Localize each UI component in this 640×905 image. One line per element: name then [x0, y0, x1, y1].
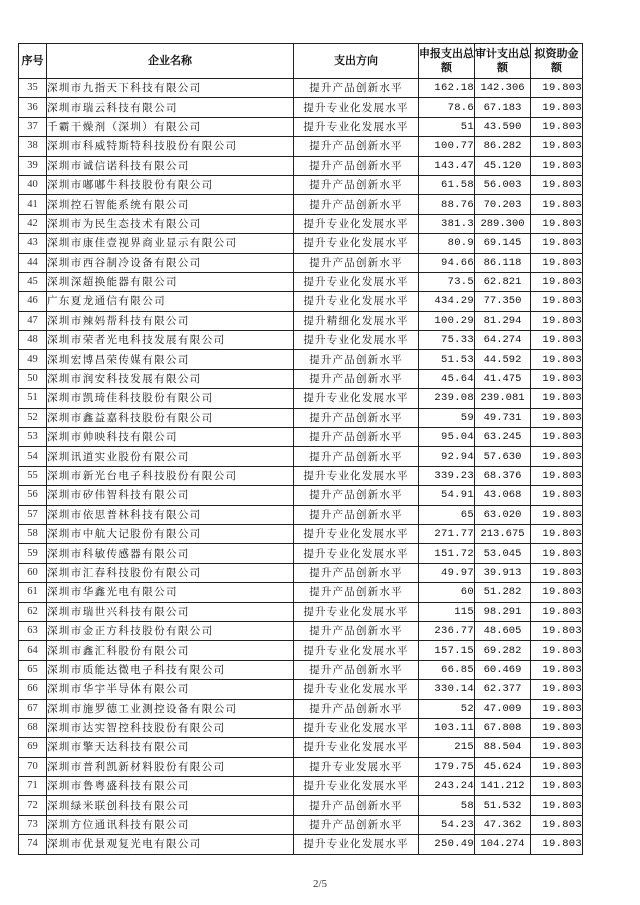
proposed-grant: 19.803 [531, 272, 583, 291]
declared-total: 381.3 [419, 214, 475, 233]
row-number: 66 [19, 680, 47, 699]
expense-direction: 提升产品创新水平 [294, 137, 419, 156]
declared-total: 75.33 [419, 331, 475, 350]
row-number: 35 [19, 79, 47, 98]
table-row [19, 350, 583, 369]
declared-total: 239.08 [419, 389, 475, 408]
expense-direction: 提升产品创新水平 [294, 408, 419, 427]
declared-total: 54.91 [419, 486, 475, 505]
audited-total: 88.504 [475, 738, 531, 757]
proposed-grant: 19.803 [531, 447, 583, 466]
row-number: 47 [19, 311, 47, 330]
row-number: 70 [19, 757, 47, 776]
audited-total: 60.469 [475, 660, 531, 679]
proposed-grant: 19.803 [531, 486, 583, 505]
company-name: 深圳市中航大记股份有限公司 [47, 524, 294, 543]
expense-direction: 提升专业化发展水平 [294, 544, 419, 563]
table-row [19, 738, 583, 757]
company-name: 深圳市科威特斯特科技股份有限公司 [47, 137, 294, 156]
expense-direction: 提升产品创新水平 [294, 815, 419, 834]
audited-total: 53.045 [475, 544, 531, 563]
company-name: 深圳市鲁粤盛科技有限公司 [47, 777, 294, 796]
audited-total: 81.294 [475, 311, 531, 330]
declared-total: 215 [419, 738, 475, 757]
declared-total: 51.53 [419, 350, 475, 369]
company-name: 深圳市西谷制冷设备有限公司 [47, 253, 294, 272]
declared-total: 243.24 [419, 777, 475, 796]
funding-table [18, 43, 583, 855]
proposed-grant: 19.803 [531, 680, 583, 699]
row-number: 56 [19, 486, 47, 505]
expense-direction: 提升专业化发展水平 [294, 738, 419, 757]
table-row [19, 292, 583, 311]
header-proposed-grant: 拟资助金额 [531, 44, 583, 79]
audited-total: 63.245 [475, 428, 531, 447]
table-row [19, 428, 583, 447]
table-row [19, 757, 583, 776]
row-number: 55 [19, 466, 47, 485]
row-number: 48 [19, 331, 47, 350]
row-number: 65 [19, 660, 47, 679]
table-row [19, 524, 583, 543]
declared-total: 92.94 [419, 447, 475, 466]
table-row [19, 486, 583, 505]
declared-total: 103.11 [419, 718, 475, 737]
declared-total: 179.75 [419, 757, 475, 776]
proposed-grant: 19.803 [531, 79, 583, 98]
declared-total: 65 [419, 505, 475, 524]
table-row [19, 311, 583, 330]
company-name: 深圳绿米联创科技有限公司 [47, 796, 294, 815]
audited-total: 289.300 [475, 214, 531, 233]
audited-total: 104.274 [475, 835, 531, 854]
company-name: 深圳市荣者光电科技发展有限公司 [47, 331, 294, 350]
company-name: 深圳市科敏传感器有限公司 [47, 544, 294, 563]
table-row [19, 680, 583, 699]
audited-total: 51.282 [475, 583, 531, 602]
expense-direction: 提升产品创新水平 [294, 79, 419, 98]
row-number: 57 [19, 505, 47, 524]
expense-direction: 提升产品创新水平 [294, 350, 419, 369]
company-name: 深圳市华鑫光电有限公司 [47, 583, 294, 602]
audited-total: 213.675 [475, 524, 531, 543]
company-name: 深圳市擎天达科技有限公司 [47, 738, 294, 757]
company-name: 深圳市依思普林科技有限公司 [47, 505, 294, 524]
proposed-grant: 19.803 [531, 234, 583, 253]
table-row [19, 815, 583, 834]
table-row [19, 718, 583, 737]
table-body [19, 79, 583, 855]
company-name: 深圳深超换能器有限公司 [47, 272, 294, 291]
audited-total: 141.212 [475, 777, 531, 796]
declared-total: 60 [419, 583, 475, 602]
table-row [19, 331, 583, 350]
expense-direction: 提升专业化发展水平 [294, 777, 419, 796]
table-row [19, 777, 583, 796]
declared-total: 51 [419, 117, 475, 136]
proposed-grant: 19.803 [531, 369, 583, 388]
company-name: 深圳市鑫益嘉科技股份有限公司 [47, 408, 294, 427]
row-number: 63 [19, 621, 47, 640]
row-number: 67 [19, 699, 47, 718]
row-number: 69 [19, 738, 47, 757]
declared-total: 61.58 [419, 175, 475, 194]
declared-total: 45.64 [419, 369, 475, 388]
row-number: 49 [19, 350, 47, 369]
audited-total: 39.913 [475, 563, 531, 582]
page-number: 2/5 [312, 878, 328, 890]
proposed-grant: 19.803 [531, 757, 583, 776]
company-name: 深圳讯道实业股份有限公司 [47, 447, 294, 466]
proposed-grant: 19.803 [531, 660, 583, 679]
expense-direction: 提升专业化发展水平 [294, 292, 419, 311]
expense-direction: 提升专业化发展水平 [294, 389, 419, 408]
proposed-grant: 19.803 [531, 835, 583, 854]
expense-direction: 提升专业化发展水平 [294, 272, 419, 291]
proposed-grant: 19.803 [531, 641, 583, 660]
declared-total: 151.72 [419, 544, 475, 563]
expense-direction: 提升专业化发展水平 [294, 234, 419, 253]
table-row [19, 505, 583, 524]
table-row [19, 234, 583, 253]
expense-direction: 提升产品创新水平 [294, 486, 419, 505]
audited-total: 64.274 [475, 331, 531, 350]
table-row [19, 466, 583, 485]
expense-direction: 提升专业化发展水平 [294, 214, 419, 233]
declared-total: 58 [419, 796, 475, 815]
audited-total: 70.203 [475, 195, 531, 214]
table-row [19, 98, 583, 117]
table-row [19, 79, 583, 98]
proposed-grant: 19.803 [531, 156, 583, 175]
expense-direction: 提升产品创新水平 [294, 195, 419, 214]
declared-total: 339.23 [419, 466, 475, 485]
proposed-grant: 19.803 [531, 544, 583, 563]
expense-direction: 提升精细化发展水平 [294, 311, 419, 330]
audited-total: 69.145 [475, 234, 531, 253]
row-number: 73 [19, 815, 47, 834]
table-row [19, 621, 583, 640]
company-name: 深圳方位通讯科技有限公司 [47, 815, 294, 834]
company-name: 深圳控石智能系统有限公司 [47, 195, 294, 214]
declared-total: 100.77 [419, 137, 475, 156]
proposed-grant: 19.803 [531, 815, 583, 834]
table-row [19, 602, 583, 621]
table-header-row [19, 44, 583, 79]
audited-total: 142.306 [475, 79, 531, 98]
proposed-grant: 19.803 [531, 350, 583, 369]
declared-total: 95.04 [419, 428, 475, 447]
company-name: 深圳市华宇半导体有限公司 [47, 680, 294, 699]
proposed-grant: 19.803 [531, 466, 583, 485]
row-number: 45 [19, 272, 47, 291]
expense-direction: 提升产品创新水平 [294, 660, 419, 679]
audited-total: 68.376 [475, 466, 531, 485]
audited-total: 62.821 [475, 272, 531, 291]
company-name: 深圳市辣妈帮科技有限公司 [47, 311, 294, 330]
row-number: 74 [19, 835, 47, 854]
expense-direction: 提升产品创新水平 [294, 699, 419, 718]
table-row [19, 137, 583, 156]
company-name: 深圳市普利凯新材料股份有限公司 [47, 757, 294, 776]
proposed-grant: 19.803 [531, 777, 583, 796]
proposed-grant: 19.803 [531, 311, 583, 330]
expense-direction: 提升产品创新水平 [294, 505, 419, 524]
row-number: 59 [19, 544, 47, 563]
company-name: 深圳市九指天下科技有限公司 [47, 79, 294, 98]
audited-total: 63.020 [475, 505, 531, 524]
row-number: 64 [19, 641, 47, 660]
row-number: 50 [19, 369, 47, 388]
declared-total: 59 [419, 408, 475, 427]
expense-direction: 提升专业化发展水平 [294, 117, 419, 136]
declared-total: 236.77 [419, 621, 475, 640]
company-name: 深圳市凯琦佳科技股份有限公司 [47, 389, 294, 408]
expense-direction: 提升专业化发展水平 [294, 680, 419, 699]
audited-total: 69.282 [475, 641, 531, 660]
table-row [19, 796, 583, 815]
row-number: 72 [19, 796, 47, 815]
expense-direction: 提升产品创新水平 [294, 563, 419, 582]
row-number: 41 [19, 195, 47, 214]
expense-direction: 提升产品创新水平 [294, 583, 419, 602]
company-name: 深圳市金正方科技股份有限公司 [47, 621, 294, 640]
proposed-grant: 19.803 [531, 98, 583, 117]
proposed-grant: 19.803 [531, 602, 583, 621]
company-name: 深圳市诚信诺科技有限公司 [47, 156, 294, 175]
audited-total: 43.590 [475, 117, 531, 136]
audited-total: 45.120 [475, 156, 531, 175]
table-row [19, 835, 583, 854]
company-name: 深圳市施罗德工业测控设备有限公司 [47, 699, 294, 718]
proposed-grant: 19.803 [531, 195, 583, 214]
declared-total: 143.47 [419, 156, 475, 175]
company-name: 深圳市瑞云科技有限公司 [47, 98, 294, 117]
audited-total: 77.350 [475, 292, 531, 311]
proposed-grant: 19.803 [531, 524, 583, 543]
company-name: 深圳市质能达微电子科技有限公司 [47, 660, 294, 679]
proposed-grant: 19.803 [531, 699, 583, 718]
expense-direction: 提升专业化发展水平 [294, 466, 419, 485]
proposed-grant: 19.803 [531, 137, 583, 156]
audited-total: 57.630 [475, 447, 531, 466]
declared-total: 94.66 [419, 253, 475, 272]
declared-total: 88.76 [419, 195, 475, 214]
company-name: 深圳市矽伟智科技有限公司 [47, 486, 294, 505]
table-row [19, 408, 583, 427]
audited-total: 56.003 [475, 175, 531, 194]
table-row [19, 195, 583, 214]
declared-total: 100.29 [419, 311, 475, 330]
row-number: 46 [19, 292, 47, 311]
company-name: 深圳市康佳壹视界商业显示有限公司 [47, 234, 294, 253]
row-number: 53 [19, 428, 47, 447]
company-name: 深圳市鑫汇科股份有限公司 [47, 641, 294, 660]
row-number: 38 [19, 137, 47, 156]
expense-direction: 提升产品创新水平 [294, 369, 419, 388]
table-row [19, 447, 583, 466]
declared-total: 52 [419, 699, 475, 718]
table-row [19, 253, 583, 272]
row-number: 51 [19, 389, 47, 408]
table-row [19, 583, 583, 602]
proposed-grant: 19.803 [531, 214, 583, 233]
declared-total: 434.29 [419, 292, 475, 311]
row-number: 60 [19, 563, 47, 582]
proposed-grant: 19.803 [531, 505, 583, 524]
company-name: 深圳宏博昌荣传媒有限公司 [47, 350, 294, 369]
proposed-grant: 19.803 [531, 292, 583, 311]
row-number: 68 [19, 718, 47, 737]
expense-direction: 提升专业化发展水平 [294, 835, 419, 854]
expense-direction: 提升专业化发展水平 [294, 524, 419, 543]
header-expense-direction: 支出方向 [294, 44, 419, 79]
proposed-grant: 19.803 [531, 175, 583, 194]
expense-direction: 提升产品创新水平 [294, 428, 419, 447]
row-number: 44 [19, 253, 47, 272]
row-number: 62 [19, 602, 47, 621]
company-name: 深圳市为民生态技术有限公司 [47, 214, 294, 233]
expense-direction: 提升产品创新水平 [294, 253, 419, 272]
company-name: 深圳市润安科技发展有限公司 [47, 369, 294, 388]
table-row [19, 214, 583, 233]
header-no: 序号 [19, 44, 47, 79]
company-name: 深圳市嘟嘟牛科技股份有限公司 [47, 175, 294, 194]
expense-direction: 提升产品创新水平 [294, 621, 419, 640]
table-row [19, 156, 583, 175]
audited-total: 51.532 [475, 796, 531, 815]
proposed-grant: 19.803 [531, 408, 583, 427]
row-number: 40 [19, 175, 47, 194]
table-row [19, 117, 583, 136]
declared-total: 66.85 [419, 660, 475, 679]
expense-direction: 提升专业化发展水平 [294, 641, 419, 660]
row-number: 37 [19, 117, 47, 136]
row-number: 54 [19, 447, 47, 466]
expense-direction: 提升专业化发展水平 [294, 331, 419, 350]
audited-total: 47.009 [475, 699, 531, 718]
company-name: 深圳市达实智控科技股份有限公司 [47, 718, 294, 737]
proposed-grant: 19.803 [531, 563, 583, 582]
proposed-grant: 19.803 [531, 331, 583, 350]
table-row [19, 544, 583, 563]
row-number: 61 [19, 583, 47, 602]
audited-total: 43.068 [475, 486, 531, 505]
company-name: 深圳市瑞世兴科技有限公司 [47, 602, 294, 621]
expense-direction: 提升专业化发展水平 [294, 98, 419, 117]
declared-total: 250.49 [419, 835, 475, 854]
expense-direction: 提升产品创新水平 [294, 156, 419, 175]
audited-total: 44.592 [475, 350, 531, 369]
company-name: 深圳市汇春科技股份有限公司 [47, 563, 294, 582]
proposed-grant: 19.803 [531, 389, 583, 408]
proposed-grant: 19.803 [531, 621, 583, 640]
header-audited-total: 审计支出总额 [475, 44, 531, 79]
row-number: 39 [19, 156, 47, 175]
audited-total: 86.282 [475, 137, 531, 156]
audited-total: 49.731 [475, 408, 531, 427]
table-row [19, 272, 583, 291]
row-number: 58 [19, 524, 47, 543]
header-company-name: 企业名称 [47, 44, 294, 79]
table-row [19, 563, 583, 582]
proposed-grant: 19.803 [531, 738, 583, 757]
header-declared-total: 申报支出总额 [419, 44, 475, 79]
row-number: 52 [19, 408, 47, 427]
expense-direction: 提升专业发展水平 [294, 757, 419, 776]
declared-total: 78.6 [419, 98, 475, 117]
declared-total: 330.14 [419, 680, 475, 699]
table-row [19, 641, 583, 660]
audited-total: 41.475 [475, 369, 531, 388]
declared-total: 271.77 [419, 524, 475, 543]
table-row [19, 660, 583, 679]
company-name: 千霸干燥剂（深圳）有限公司 [47, 117, 294, 136]
audited-total: 62.377 [475, 680, 531, 699]
audited-total: 48.605 [475, 621, 531, 640]
proposed-grant: 19.803 [531, 796, 583, 815]
audited-total: 98.291 [475, 602, 531, 621]
declared-total: 80.9 [419, 234, 475, 253]
declared-total: 162.18 [419, 79, 475, 98]
row-number: 36 [19, 98, 47, 117]
expense-direction: 提升专业化发展水平 [294, 718, 419, 737]
company-name: 深圳市帅映科技有限公司 [47, 428, 294, 447]
row-number: 71 [19, 777, 47, 796]
company-name: 广东夏龙通信有限公司 [47, 292, 294, 311]
proposed-grant: 19.803 [531, 718, 583, 737]
declared-total: 49.97 [419, 563, 475, 582]
audited-total: 239.081 [475, 389, 531, 408]
audited-total: 47.362 [475, 815, 531, 834]
declared-total: 157.15 [419, 641, 475, 660]
declared-total: 54.23 [419, 815, 475, 834]
proposed-grant: 19.803 [531, 583, 583, 602]
table-row [19, 175, 583, 194]
declared-total: 73.5 [419, 272, 475, 291]
audited-total: 67.183 [475, 98, 531, 117]
audited-total: 45.624 [475, 757, 531, 776]
table-row [19, 699, 583, 718]
audited-total: 67.808 [475, 718, 531, 737]
declared-total: 115 [419, 602, 475, 621]
expense-direction: 提升产品创新水平 [294, 796, 419, 815]
audited-total: 86.118 [475, 253, 531, 272]
row-number: 42 [19, 214, 47, 233]
company-name: 深圳市新光台电子科技股份有限公司 [47, 466, 294, 485]
proposed-grant: 19.803 [531, 428, 583, 447]
proposed-grant: 19.803 [531, 253, 583, 272]
expense-direction: 提升产品创新水平 [294, 175, 419, 194]
expense-direction: 提升产品创新水平 [294, 447, 419, 466]
row-number: 43 [19, 234, 47, 253]
proposed-grant: 19.803 [531, 117, 583, 136]
table-row [19, 389, 583, 408]
company-name: 深圳市优景观复光电有限公司 [47, 835, 294, 854]
expense-direction: 提升专业化发展水平 [294, 602, 419, 621]
table-row [19, 369, 583, 388]
